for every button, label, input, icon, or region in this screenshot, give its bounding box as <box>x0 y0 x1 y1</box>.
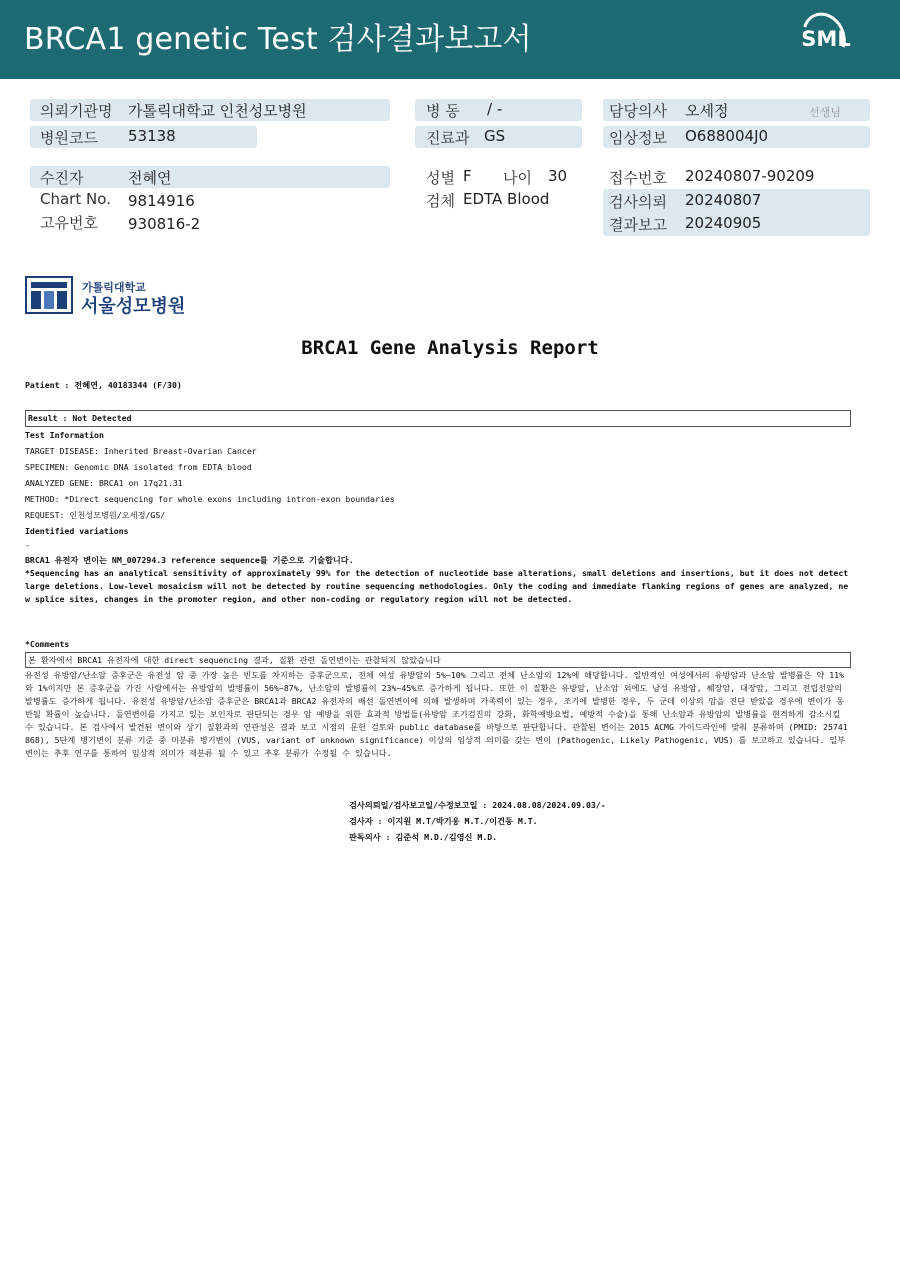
result-text: Result : Not Detected <box>28 413 132 423</box>
request-label: 검사의뢰 <box>609 193 667 211</box>
id-label: 고유번호 <box>40 214 98 232</box>
dates-line: 검사의뢰일/검사보고일/수정보고일 : 2024.08.08/2024.09.03/- <box>349 800 606 810</box>
ward-label: 병 동 <box>426 102 460 120</box>
clinical-value: O688004J0 <box>685 127 769 145</box>
target-disease: TARGET DISEASE: Inherited Breast-Ovarian Cancer <box>25 446 257 456</box>
report-header <box>0 0 900 79</box>
hospital-code-value: 53138 <box>128 127 176 145</box>
request-line: REQUEST: 인천성모병원/오세정/GS/ <box>25 510 166 520</box>
chart-label: Chart No. <box>40 190 111 208</box>
hospital-emblem-icon <box>25 276 73 314</box>
age-label: 나이 <box>503 169 532 187</box>
receipt-value: 20240807-90209 <box>685 167 815 185</box>
result-label: 결과보고 <box>609 216 667 234</box>
sex-value: F <box>463 167 472 185</box>
specimen-label: 검체 <box>426 192 455 210</box>
report-title: BRCA1 Gene Analysis Report <box>301 337 599 359</box>
identified-heading: Identified variations <box>25 526 129 536</box>
header-title: BRCA1 genetic Test 검사결과보고서 <box>24 22 532 57</box>
institution-label: 의뢰기관명 <box>40 102 113 120</box>
test-info-heading: Test Information <box>25 430 104 440</box>
doctor-title: 선생님 <box>809 106 841 119</box>
age-value: 30 <box>548 167 568 185</box>
comments-heading: *Comments <box>25 639 70 649</box>
hospital-logo-name: 서울성모병원 <box>81 296 186 317</box>
patient-row-bg <box>30 166 390 188</box>
specimen-value: EDTA Blood <box>463 190 550 208</box>
sex-label: 성별 <box>426 169 455 187</box>
comment-box-text: 본 환자에서 BRCA1 유전자에 대한 direct sequencing 결과, 질환 관련 돌연변이는 관찰되지 않았습니다 <box>28 655 441 665</box>
reading-doctor-line: 판독의사 : 김준석 M.D./김영신 M.D. <box>349 832 498 842</box>
sequencing-note: *Sequencing has an analytical sensitivity of approximately 99% for the detection of nucleotide base alterations, small deletions and insertions, but it does not detect large deletions. Low-level mosaicism will not be detected by routine sequencing methodologies. Only the coding and immediate flanking regions of genes are analyzed, new splice sites, changes in the promoter region, and other non-coding or regulatory region will not be detected. <box>25 568 849 604</box>
sml-logo-text: SML <box>801 27 851 51</box>
chart-value: 9814916 <box>128 192 195 210</box>
patient-label: 수진자 <box>40 169 84 187</box>
request-date-value: 20240807 <box>685 191 762 209</box>
reference-note: BRCA1 유전자 변이는 NM_007294.3 reference sequence를 기준으로 기술합니다. <box>25 555 354 565</box>
hospital-logo-subtitle: 가톨릭대학교 <box>82 281 146 294</box>
doctor-label: 담당의사 <box>609 102 667 120</box>
ward-value: / - <box>487 100 503 118</box>
tester-line: 검사자 : 이지원 M.T/박기웅 M.T./이건동 M.T. <box>349 816 538 826</box>
clinical-label: 임상정보 <box>609 129 667 147</box>
sml-logo <box>800 12 852 66</box>
dept-value: GS <box>484 127 506 145</box>
patient-value: 전혜연 <box>128 169 172 187</box>
doctor-value: 오세정 <box>685 102 729 120</box>
identified-dash: - <box>25 540 30 550</box>
patient-line: Patient : 전혜연, 40183344 (F/30) <box>25 380 182 390</box>
dept-label: 진료과 <box>426 129 470 147</box>
receipt-label: 접수번호 <box>609 169 667 187</box>
institution-value: 가톨릭대학교 인천성모병원 <box>128 102 307 120</box>
specimen-line: SPECIMEN: Genomic DNA isolated from EDTA blood <box>25 462 252 472</box>
result-box <box>25 410 851 427</box>
hospital-code-label: 병원코드 <box>40 129 98 147</box>
method-line: METHOD: *Direct sequencing for whole exons including intron-exon boundaries <box>25 494 395 504</box>
result-date-value: 20240905 <box>685 214 762 232</box>
analyzed-gene: ANALYZED GENE: BRCA1 on 17q21.31 <box>25 478 183 488</box>
comment-body: 유전성 유방암/난소암 증후군은 유전성 암 중 가장 높은 빈도를 차지하는 증후군으로, 전체 여성 유방암의 5%~10% 그리고 전체 난소암의 12%에 해당합니다. 일반적인 여성에서의 유방암과 난소암 발병률은 약 11% 와 1%이지만 본 증후군을 가진 사람에서는 유방암의 발병률이 56%~87%, 난소암의 발병률이 23%~45%로 증가하게 됩니다. 또한 이 질환은 유방암, 난소암 외에도 남성 유방암, 췌장암, 대장암, 그리고 전립선암의 발병률도 증가하게 됩니다. 유전성 유방암/난소암 증후군은 BRCA1과 BRCA2 유전자의 배선 돌연변이에 의해 발생하며 가족력이 있는 경우, 조기에 발병한 경우, 두 군데 이상의 암을 진단 받았을 경우에 변이가 동반될 확률이 높습니다. 돌연변이를 가지고 있는 보인자로 판단되는 경우 암 예방을 위한 효과적 방법들(유방암 조기검진의 강화, 화학예방요법, 예방적 수술)을 통해 난소암과 유방암의 발병률을 현격하게 감소시킬 수 있습니다. 본 검사에서 발견된 변이와 상기 질환과의 연관성은 결과 보고 시점의 문헌 검토와 public database를 바탕으로 판단합니다. 관찰된 변이는 2015 ACMG 가이드라인에 맞춰 분류하며 (PMID: 25741868), 5단계 병기변이 분류 기준 중 미분류 병기변이 (VUS, variant of unknown significance) 이상의 임상적 의미를 갖는 변이 (Pathogenic, Likely Pathogenic, VUS) 를 보고하고 있습니다. 일부 변이는 추후 연구를 통하여 임상적 의미가 재분류 될 수 있고 추후 분류가 수정될 수 있습니다. <box>25 670 848 758</box>
id-value: 930816-2 <box>128 215 201 233</box>
